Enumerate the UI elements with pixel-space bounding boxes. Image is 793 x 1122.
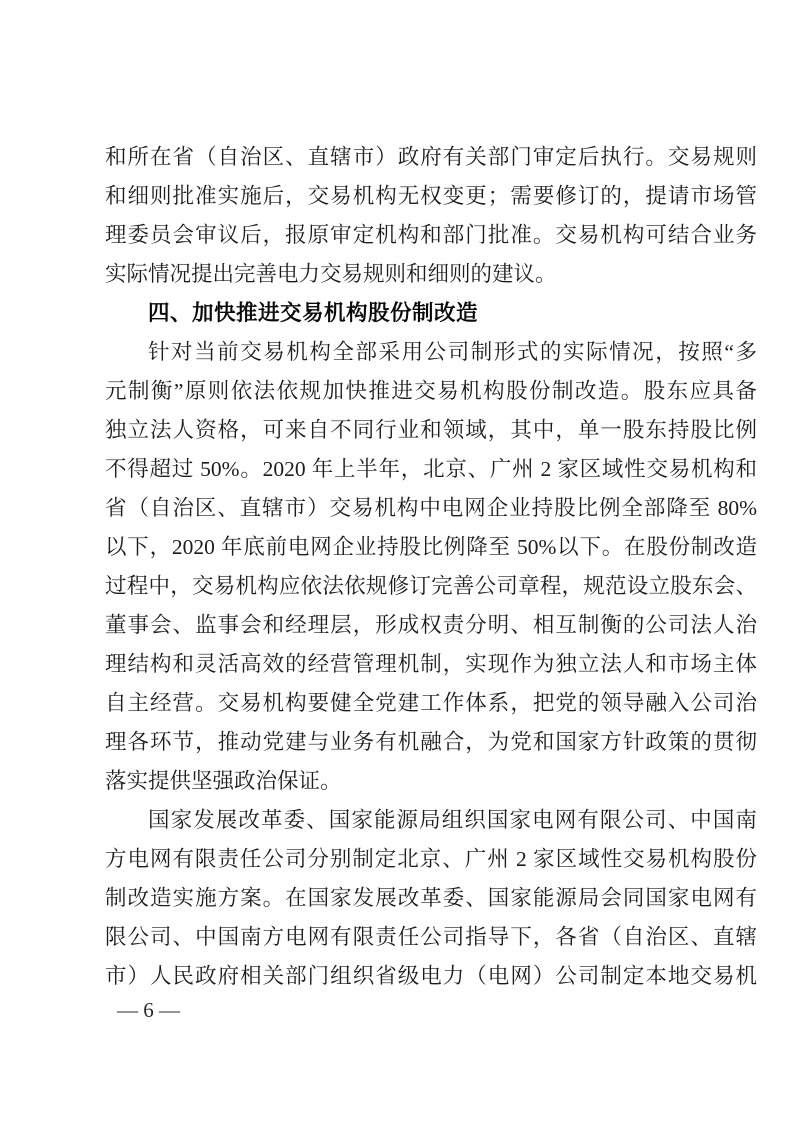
text-line: 独立法人资格，可来自不同行业和领域，其中，单一股东持股比例 — [105, 418, 757, 442]
text-line: 过程中，交易机构应依法依规修订完善公司章程，规范设立股东会、 — [105, 574, 757, 598]
text-line: 制改造实施方案。在国家发展改革委、国家能源局会同国家电网有 — [105, 886, 757, 910]
page-number: — 6 — — [117, 998, 180, 1022]
text-line: 落实提供坚强政治保证。 — [105, 769, 342, 793]
text-line: 以下，2020 年底前电网企业持股比例降至 50%以下。在股份制改造 — [105, 535, 757, 559]
text-line: 省（自治区、直辖市）交易机构中电网企业持股比例全部降至 80% — [105, 496, 757, 520]
text-line: 元制衡”原则依法依规加快推进交易机构股份制改造。股东应具备 — [105, 379, 757, 403]
text-line: 实际情况提出完善电力交易规则和细则的建议。 — [105, 262, 557, 286]
text-line: 限公司、中国南方电网有限责任公司指导下，各省（自治区、直辖 — [105, 925, 757, 949]
text-line: 针对当前交易机构全部采用公司制形式的实际情况，按照“多 — [148, 340, 757, 364]
text-line: 董事会、监事会和经理层，形成权责分明、相互制衡的公司法人治 — [105, 613, 757, 637]
text-line: 国家发展改革委、国家能源局组织国家电网有限公司、中国南 — [148, 808, 757, 832]
text-line: 自主经营。交易机构要健全党建工作体系，把党的领导融入公司治 — [105, 691, 757, 715]
document-body — [105, 138, 757, 996]
text-line: 理结构和灵活高效的经营管理机制，实现作为独立法人和市场主体 — [105, 652, 757, 676]
text-line: 方电网有限责任公司分别制定北京、广州 2 家区域性交易机构股份 — [105, 847, 757, 871]
text-line: 和细则批准实施后，交易机构无权变更；需要修订的，提请市场管 — [105, 184, 757, 208]
text-line: 市）人民政府相关部门组织省级电力（电网）公司制定本地交易机 — [105, 964, 757, 988]
text-line: 理委员会审议后，报原审定机构和部门批准。交易机构可结合业务 — [105, 223, 757, 247]
text-line: 理各环节，推动党建与业务有机融合，为党和国家方针政策的贯彻 — [105, 730, 757, 754]
section-heading: 四、加快推进交易机构股份制改造 — [148, 301, 479, 325]
text-line: 不得超过 50%。2020 年上半年，北京、广州 2 家区域性交易机构和 — [105, 457, 757, 481]
text-line: 和所在省（自治区、直辖市）政府有关部门审定后执行。交易规则 — [105, 145, 757, 169]
